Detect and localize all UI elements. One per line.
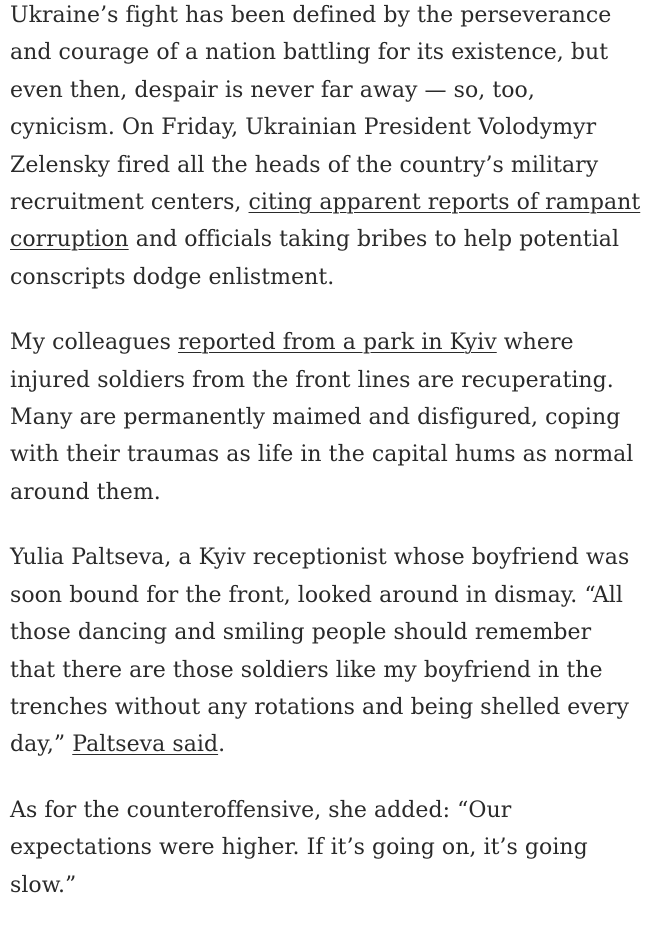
- paragraph-text: Yulia Paltseva, a Kyiv receptionist whose boyfriend was soon bound for the front, looked around in dismay. “All those dancing and smiling people should remember that there are those soldiers like my boyfriend in the trenches without any rotations and being shelled every day,”: [10, 545, 630, 758]
- paragraph-text: where injured soldiers from the front lines are recuperating. Many are permanently maimed and disfigured, coping with their traumas as life in the capital hums as normal around them.: [10, 330, 634, 505]
- paragraph-text: As for the counteroffensive, she added: “Our expectations were higher. If it’s going on, it’s going slow.”: [10, 797, 588, 898]
- paragraph-text: and officials taking bribes to help potential conscripts dodge enlistment.: [10, 227, 620, 290]
- paragraph-counteroffensive: [10, 792, 642, 904]
- paragraph-text: Ukraine’s fight has been defined by the perseverance and courage of a nation battling for its existence, but even then, despair is never far away — so, too, cynicism. On Friday, Ukrainian President Volodymyr Zelensky fired all the heads of the country’s military recruitment centers,: [10, 3, 612, 216]
- paragraph-kyiv-park: [10, 324, 642, 511]
- paragraph-text: .: [218, 732, 226, 758]
- link-park-in-kyiv[interactable]: reported from a park in Kyiv: [177, 330, 497, 356]
- paragraph-text: My colleagues: [10, 330, 178, 356]
- paragraph-zelensky-firing: [10, 0, 642, 296]
- article-body: [10, 0, 642, 932]
- link-paltseva-said[interactable]: Paltseva said: [72, 732, 219, 758]
- paragraph-paltseva-quote: [10, 539, 642, 763]
- link-corruption-reports[interactable]: citing apparent reports of rampant corruption: [10, 190, 641, 253]
